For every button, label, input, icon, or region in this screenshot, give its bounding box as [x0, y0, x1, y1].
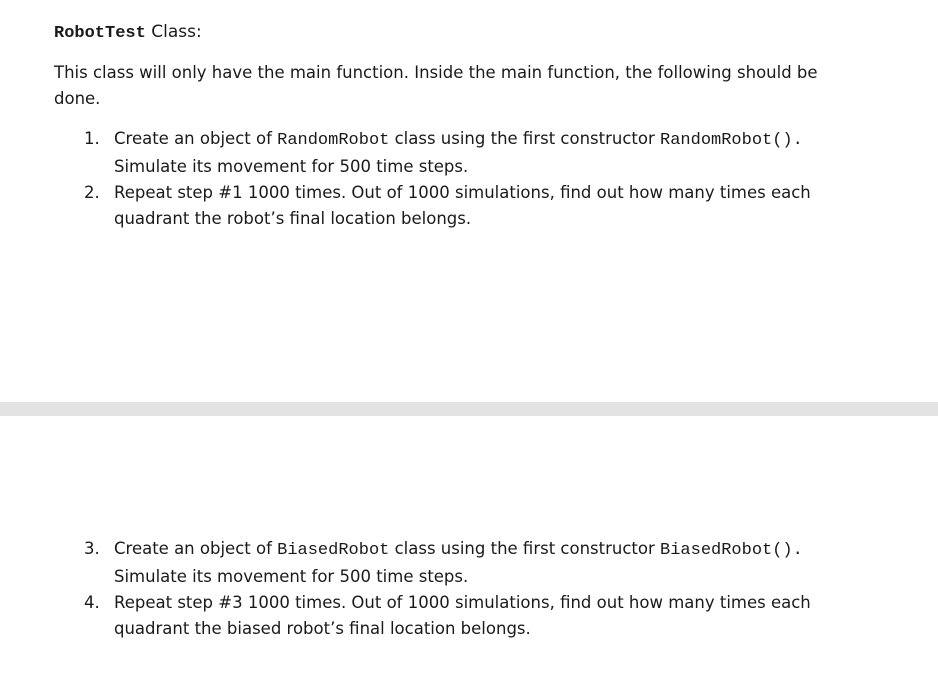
steps-list-top [84, 126, 864, 232]
step-text: Create an object of [114, 539, 278, 558]
step-text: class using the first constructor [389, 539, 661, 558]
step-code: RandomRobot(). [660, 131, 803, 150]
list-item-step-2 [84, 180, 864, 232]
list-item-step-3 [84, 536, 864, 590]
list-item-step-1 [84, 126, 864, 180]
step-code: BiasedRobot(). [660, 541, 803, 560]
list-item-step-4 [84, 590, 864, 642]
heading-class-name: RobotTest [54, 24, 146, 43]
heading-suffix: Class: [145, 22, 202, 42]
step-code: RandomRobot [277, 131, 390, 150]
step-text: Simulate its movement for 500 time steps. [114, 567, 469, 586]
step-number: 2. [84, 183, 100, 202]
section-heading [54, 20, 202, 46]
step-text: Create an object of [114, 129, 278, 148]
step-number: 1. [84, 129, 100, 148]
step-text: Repeat step #3 1000 times. Out of 1000 simulations, find out how many times each quadrant the biased robot’s final location belongs. [114, 593, 811, 638]
steps-list-bottom [84, 536, 864, 642]
step-number: 3. [84, 539, 100, 558]
step-text: Simulate its movement for 500 time steps. [114, 157, 469, 176]
document-page-bottom [0, 416, 938, 686]
page-break-gap [0, 402, 938, 416]
step-text: class using the first constructor [389, 129, 661, 148]
step-text: Repeat step #1 1000 times. Out of 1000 simulations, find out how many times each quadrant the robot’s final location belongs. [114, 183, 811, 228]
step-code: BiasedRobot [277, 541, 390, 560]
intro-paragraph: This class will only have the main function. Inside the main function, the following should be done. [54, 63, 818, 108]
step-number: 4. [84, 593, 100, 612]
